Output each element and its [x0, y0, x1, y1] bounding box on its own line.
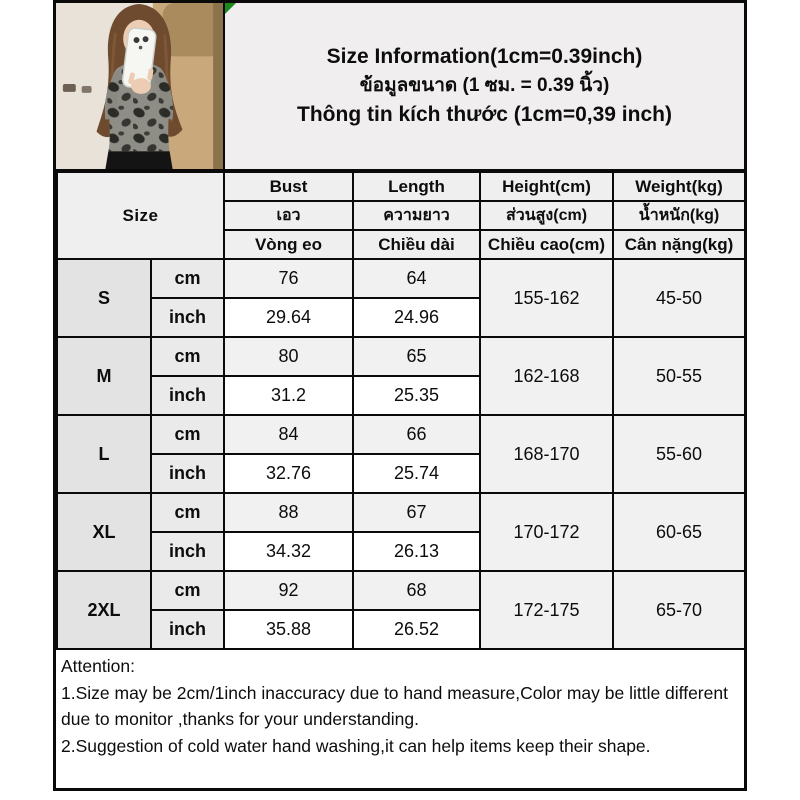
bust-cm-2xl: 92 — [224, 571, 353, 610]
col-header-bust-th: เอว — [224, 201, 353, 230]
table-row-s-cm — [57, 259, 745, 298]
length-inch-l: 25.74 — [353, 454, 480, 493]
length-inch-m: 25.35 — [353, 376, 480, 415]
table-row-m-cm — [57, 337, 745, 376]
bust-inch-xl: 34.32 — [224, 532, 353, 571]
header-row-english — [57, 172, 745, 201]
col-header-length-vi: Chiều dài — [353, 230, 480, 259]
length-inch-s: 24.96 — [353, 298, 480, 337]
bust-inch-s: 29.64 — [224, 298, 353, 337]
unit-cm: cm — [151, 337, 224, 376]
green-corner-flag-icon — [225, 3, 236, 14]
bust-inch-l: 32.76 — [224, 454, 353, 493]
size-header-cell: Size — [57, 172, 224, 259]
title-english: Size Information(1cm=0.39inch) — [326, 44, 643, 68]
length-cm-s: 64 — [353, 259, 480, 298]
length-cm-xl: 67 — [353, 493, 480, 532]
bust-cm-s: 76 — [224, 259, 353, 298]
height-range-m: 162-168 — [480, 337, 613, 415]
bust-inch-2xl: 35.88 — [224, 610, 353, 649]
weight-range-2xl: 65-70 — [613, 571, 745, 649]
size-label-s: S — [57, 259, 151, 337]
title-thai: ข้อมูลขนาด (1 ซม. = 0.39 นิ้ว) — [359, 75, 610, 97]
col-header-length-en: Length — [353, 172, 480, 201]
weight-range-xl: 60-65 — [613, 493, 745, 571]
length-inch-2xl: 26.52 — [353, 610, 480, 649]
top-banner — [56, 3, 744, 171]
unit-cm: cm — [151, 571, 224, 610]
product-photo — [56, 3, 225, 169]
attention-notes — [56, 650, 744, 759]
size-table — [56, 171, 746, 650]
bust-cm-m: 80 — [224, 337, 353, 376]
table-row-l-cm — [57, 415, 745, 454]
table-row-xl-cm — [57, 493, 745, 532]
unit-inch: inch — [151, 610, 224, 649]
height-range-l: 168-170 — [480, 415, 613, 493]
col-header-bust-en: Bust — [224, 172, 353, 201]
size-info-title-block — [225, 3, 744, 169]
size-label-2xl: 2XL — [57, 571, 151, 649]
height-range-s: 155-162 — [480, 259, 613, 337]
col-header-height-en: Height(cm) — [480, 172, 613, 201]
size-label-xl: XL — [57, 493, 151, 571]
attention-heading: Attention: — [61, 656, 135, 676]
length-inch-xl: 26.13 — [353, 532, 480, 571]
size-label-m: M — [57, 337, 151, 415]
weight-range-l: 55-60 — [613, 415, 745, 493]
length-cm-l: 66 — [353, 415, 480, 454]
bust-cm-xl: 88 — [224, 493, 353, 532]
unit-cm: cm — [151, 415, 224, 454]
col-header-bust-vi: Vòng eo — [224, 230, 353, 259]
unit-inch: inch — [151, 298, 224, 337]
col-header-length-th: ความยาว — [353, 201, 480, 230]
size-label-l: L — [57, 415, 151, 493]
unit-inch: inch — [151, 454, 224, 493]
length-cm-2xl: 68 — [353, 571, 480, 610]
attention-note-2: 2.Suggestion of cold water hand washing,it can help items keep their shape. — [61, 735, 651, 756]
weight-range-s: 45-50 — [613, 259, 745, 337]
height-range-xl: 170-172 — [480, 493, 613, 571]
col-header-weight-vi: Cân nặng(kg) — [613, 230, 745, 259]
attention-note-1: 1.Size may be 2cm/1inch inaccuracy due to hand measure,Color may be little different due to monitor ,thanks for your understanding. — [61, 682, 728, 730]
unit-cm: cm — [151, 259, 224, 298]
unit-inch: inch — [151, 376, 224, 415]
table-row-2xl-cm — [57, 571, 745, 610]
length-cm-m: 65 — [353, 337, 480, 376]
unit-inch: inch — [151, 532, 224, 571]
col-header-height-vi: Chiều cao(cm) — [480, 230, 613, 259]
bust-cm-l: 84 — [224, 415, 353, 454]
col-header-height-th: ส่วนสูง(cm) — [480, 201, 613, 230]
col-header-weight-th: น้ำหนัก(kg) — [613, 201, 745, 230]
size-info-sheet — [53, 0, 747, 791]
product-photo-illustration — [56, 3, 223, 169]
weight-range-m: 50-55 — [613, 337, 745, 415]
height-range-2xl: 172-175 — [480, 571, 613, 649]
title-vietnamese: Thông tin kích thước (1cm=0,39 inch) — [297, 102, 672, 126]
bust-inch-m: 31.2 — [224, 376, 353, 415]
unit-cm: cm — [151, 493, 224, 532]
col-header-weight-en: Weight(kg) — [613, 172, 745, 201]
